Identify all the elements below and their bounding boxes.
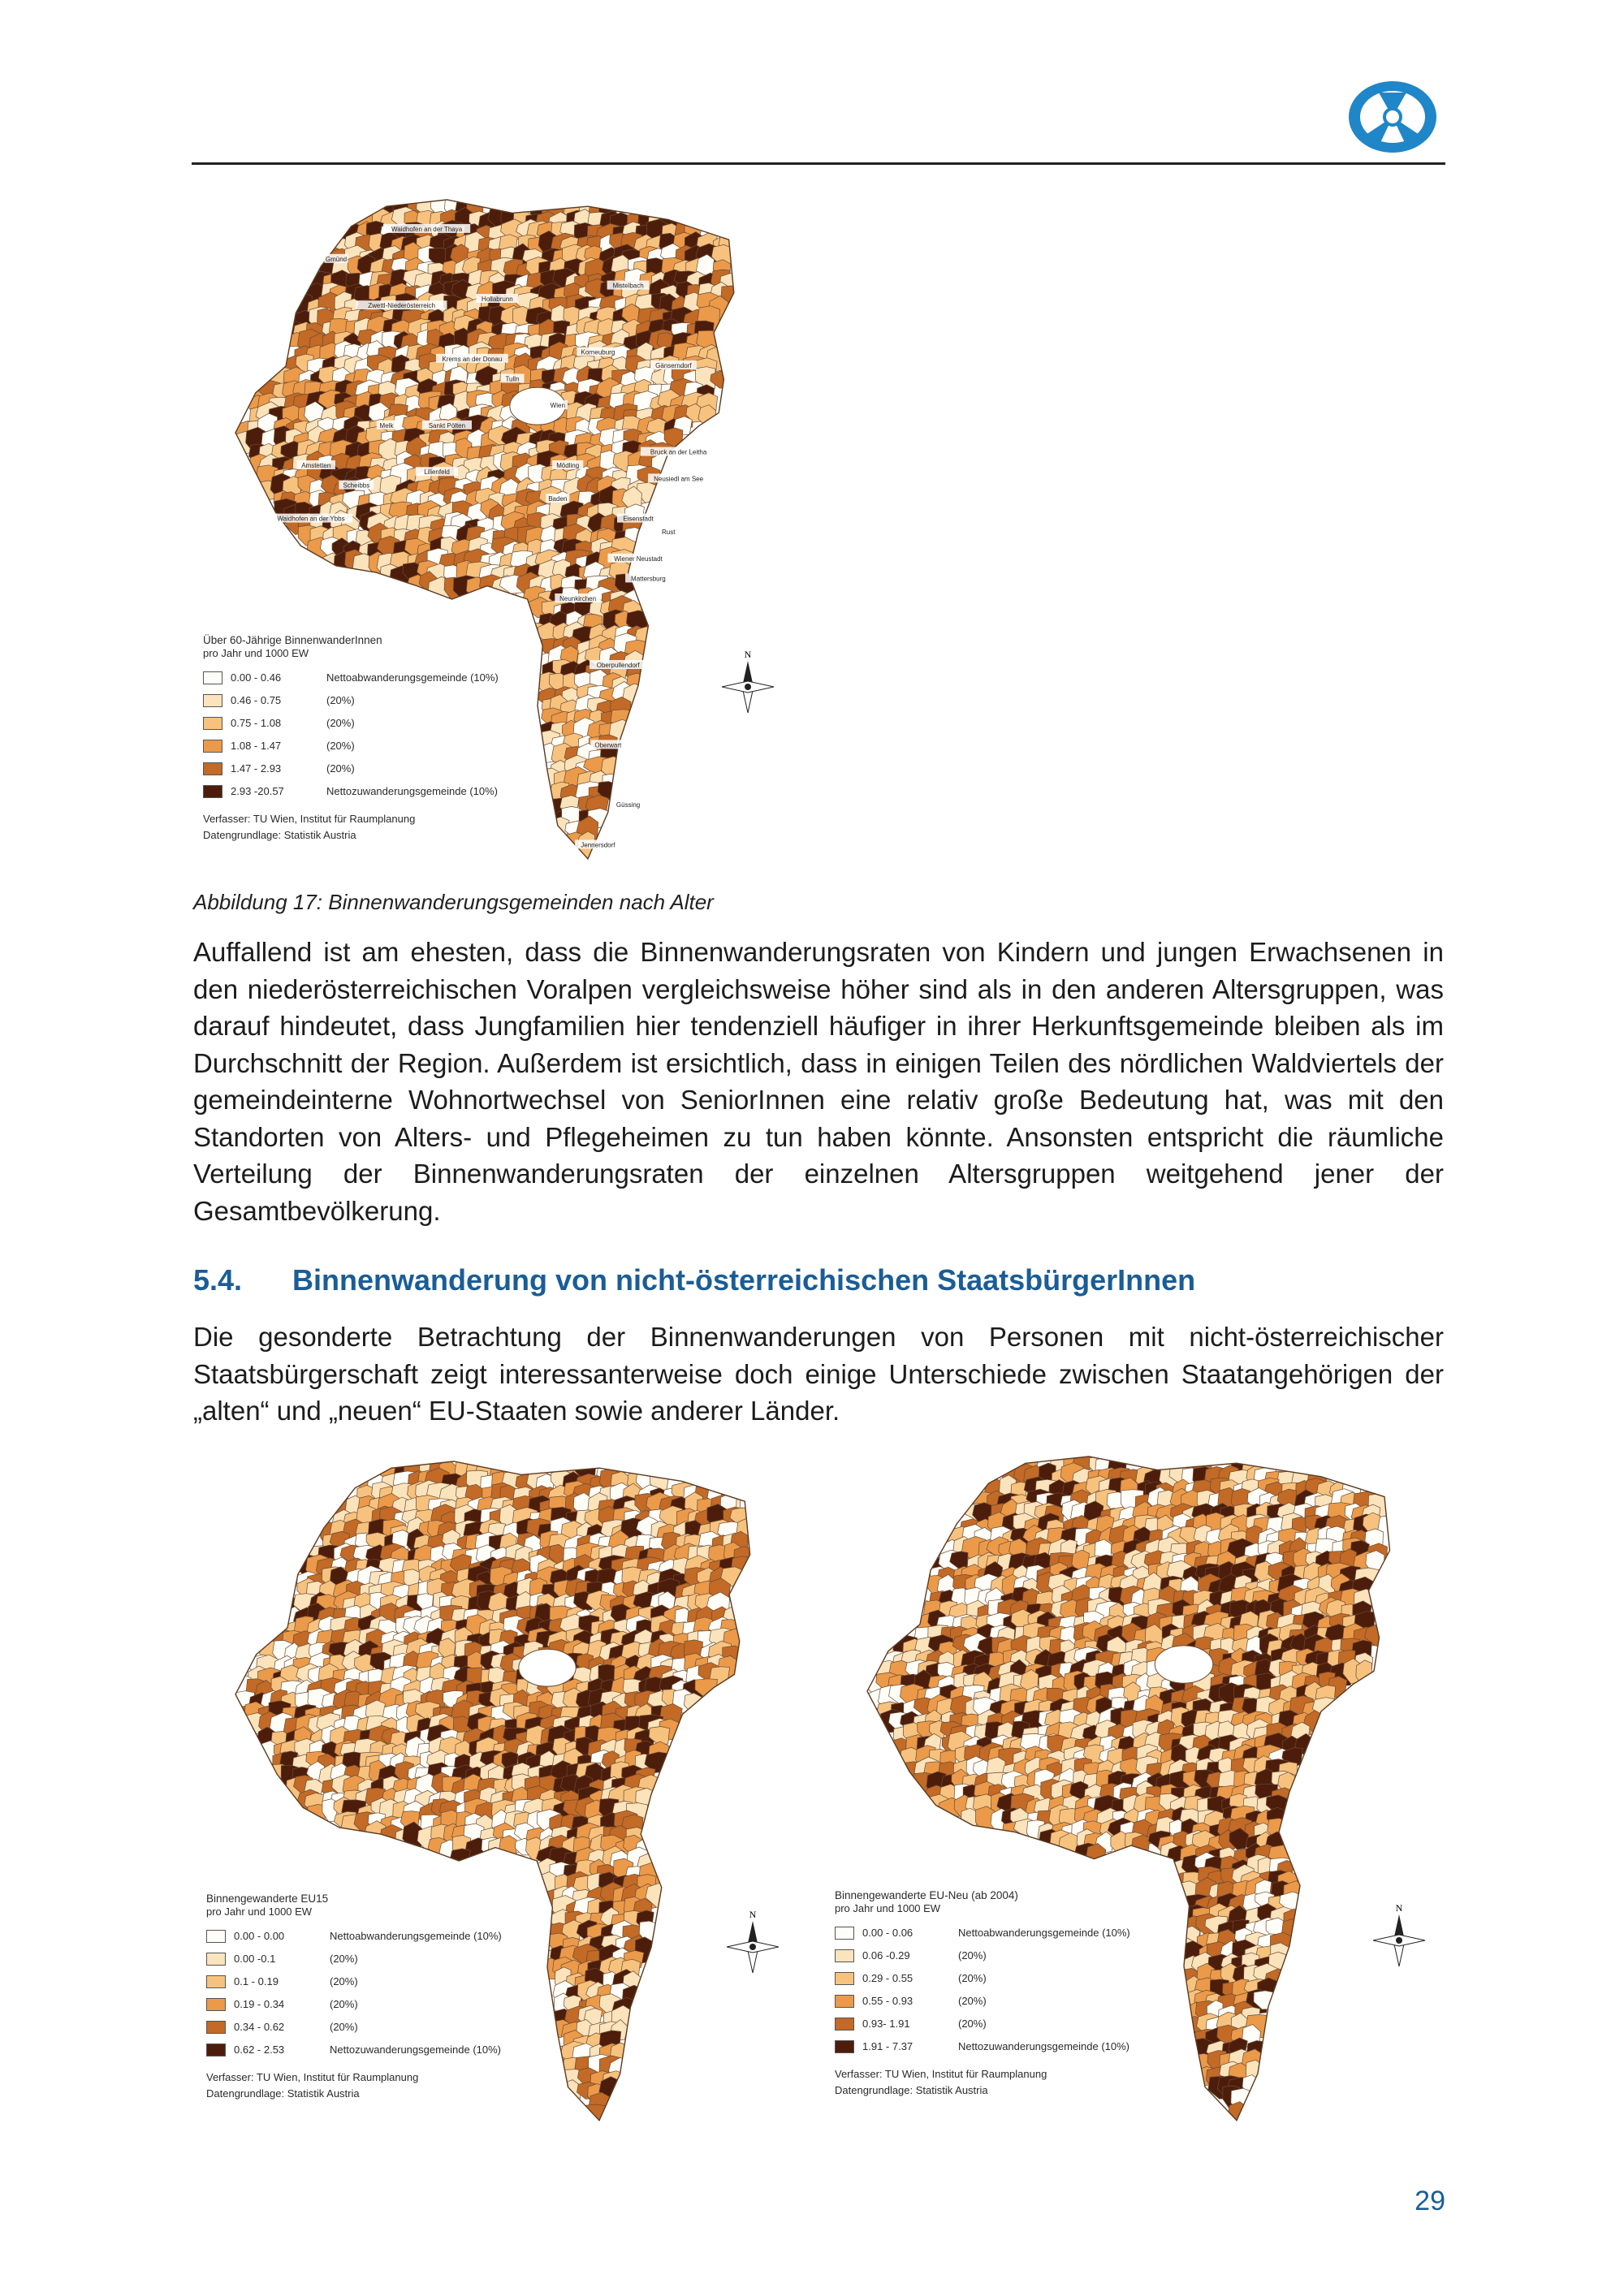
legend-row [206,1925,502,1948]
place-label: Gänserndorf [655,362,692,369]
section-heading [193,1263,1195,1297]
place-label: Rust [661,529,676,536]
legend-swatch [206,2044,226,2056]
credit-author: Verfasser: TU Wien, Institut für Raumplanung [203,812,416,825]
legend-note: (20%) [330,1998,358,2010]
legend-note: (20%) [958,2018,987,2030]
legend-range: 2.93 -20.57 [231,785,284,797]
credit-author: Verfasser: TU Wien, Institut für Raumplanung [206,2070,419,2083]
legend-row [206,1993,502,2016]
place-label: Neusiedl am See [654,475,704,483]
map-eu-neu [827,1448,1445,2132]
legend-swatch [206,1998,226,2011]
legend-row [835,1990,1130,2013]
legend-range: 0.06 -0.29 [862,1949,910,1962]
place-label: Lilienfeld [424,468,450,477]
legend-note: (20%) [326,694,355,706]
map-credit [203,811,499,844]
north-label: N [749,1910,757,1920]
north-arrow-icon [719,650,776,716]
legend-swatch [835,1995,854,2008]
place-label: Sankt Pölten [428,421,466,429]
legend-row [206,2016,502,2039]
legend-row [203,712,499,735]
place-label: Eisenstadt [623,515,654,523]
legend-swatch [203,671,222,684]
legend-swatch [206,1930,226,1943]
legend-row [203,667,499,689]
legend-swatch [203,740,222,753]
municipality-cell [499,1836,516,1858]
map-eu15 [195,1453,814,2132]
legend-range: 0.75 - 1.08 [231,717,282,729]
legend-note: Nettozuwanderungsgemeinde (10%) [326,785,499,797]
legend-note: (20%) [326,740,355,752]
body-paragraph: Auffallend ist am ehesten, dass die Binnenwanderungsraten von Kindern und jungen Erwachsenen in den niederösterreichischen Voralpen vergleichsweise höher sind als in den anderen Altersgruppen, was darauf hindeutet, dass Jungfamilien hier tendenziell häufiger in ihrer Herkunftsgemeinde bleiben als im Durchschnitt der Region. Außerdem ist ersichtlich, dass in einigen Teilen des nördlichen Waldviertels der gemeindeinterne Wohnortwechsel von SeniorInnen eine relativ große Bedeutung hat, was mit den Standorten von Alters- und Pflegeheimen zu tun haben könnte. Ansonsten entspricht die räumliche Verteilung der Binnenwanderungsraten der einzelnen Altersgruppen weitgehend jener der Gesamtbevölkerung. [193,937,1444,1226]
legend-note: (20%) [958,1972,987,1984]
legend-row [203,780,499,803]
page-number: 29 [1415,2186,1445,2216]
place-label: Amstetten [301,462,331,469]
place-label: Güssing [615,801,641,809]
credit-author: Verfasser: TU Wien, Institut für Raumplanung [835,2067,1047,2080]
legend-swatch [835,1972,854,1985]
legend-note: (20%) [330,1953,358,1965]
legend-row [203,689,499,712]
legend-range: 0.29 - 0.55 [862,1972,914,1984]
legend-note: (20%) [326,762,355,775]
legend-note: (20%) [330,1975,358,1987]
vienna-area [519,1649,576,1686]
north-label: N [744,650,752,660]
legend-range: 1.47 - 2.93 [231,762,282,775]
north-arrow-icon [1371,1903,1427,1970]
figure-caption: Abbildung 17: Binnenwanderungsgemeinden nach Alter [193,890,714,914]
place-label: Jennersdorf [581,841,615,849]
legend-row [206,1948,502,1970]
legend-row [206,2039,502,2061]
legend-range: 0.00 - 0.46 [231,671,282,684]
place-label: Bruck an der Leitha [650,448,707,456]
place-label: Tulln [505,375,520,383]
legend-row [835,1922,1130,1944]
section-title: Binnenwanderung von nicht-österreichischen StaatsbürgerInnen [292,1263,1196,1297]
place-label: Hollabrunn [482,296,513,303]
legend-note: Nettoabwanderungsgemeinde (10%) [958,1927,1130,1939]
legend-range: 0.00 -0.1 [234,1953,276,1965]
place-label: Mödling [556,462,580,469]
map-legend [206,1893,502,2102]
legend-note: Nettozuwanderungsgemeinde (10%) [958,2040,1130,2052]
legend-note: (20%) [958,1995,987,2007]
legend-range: 0.46 - 0.75 [231,694,282,706]
place-label: Zwettl-Niederösterreich [368,302,435,310]
legend-swatch [206,2021,226,2034]
north-label: N [1395,1903,1403,1914]
place-label: Baden [548,495,568,503]
legend-row [835,1967,1130,1990]
map-credit [206,2069,502,2102]
place-label: Wien [550,402,565,410]
place-label: Gmünd [325,255,348,263]
place-label: Scheibbs [343,481,370,490]
legend-row [835,2035,1130,2058]
legend-range: 0.1 - 0.19 [234,1975,279,1987]
place-label: Waidhofen an der Ybbs [277,515,345,523]
body-paragraph: Die gesonderte Betrachtung der Binnenwanderungen von Personen mit nicht-österreichischer Staatsbürgerschaft zeigt interessanterweise doch einige Unterschiede zwischen Staatangehörigen der „alten“ und „neuen“ EU-Staaten sowie anderer Länder. [193,1322,1444,1426]
legend-note: (20%) [330,2021,358,2033]
legend-note: (20%) [326,717,355,729]
place-label: Wiener Neustadt [614,555,663,563]
legend-title: Binnengewanderte EU15 [206,1892,329,1905]
legend-range: 0.19 - 0.34 [234,1998,285,2010]
legend-row [835,2013,1130,2035]
place-label: Waidhofen an der Thaya [391,225,463,233]
legend-swatch [203,785,222,798]
legend-row [203,735,499,757]
legend-swatch [203,762,222,775]
legend-range: 0.55 - 0.93 [862,1995,914,2007]
credit-data: Datengrundlage: Statistik Austria [835,2083,988,2096]
legend-title: Binnengewanderte EU-Neu (ab 2004) [835,1889,1018,1901]
legend-swatch [835,2040,854,2053]
credit-data: Datengrundlage: Statistik Austria [203,828,356,841]
legend-range: 1.91 - 7.37 [862,2040,914,2052]
tu-wien-logo-icon [1346,78,1439,156]
legend-range: 0.00 - 0.00 [234,1930,285,1942]
legend-range: 0.93- 1.91 [862,2018,910,2030]
legend-range: 0.00 - 0.06 [862,1927,914,1939]
map-over-60 [203,192,804,867]
legend-title: Über 60-Jährige BinnenwanderInnen [203,634,382,646]
legend-subtitle: pro Jahr und 1000 EW [835,1901,941,1914]
legend-row [835,1944,1130,1967]
header-rule [192,162,1445,165]
place-label: Krems an der Donau [442,355,503,363]
place-label: Oberpullendorf [596,662,640,669]
legend-swatch [206,1953,226,1966]
legend-range: 0.62 - 2.53 [234,2044,285,2056]
legend-note: Nettozuwanderungsgemeinde (10%) [330,2044,502,2056]
legend-swatch [835,1949,854,1962]
legend-subtitle: pro Jahr und 1000 EW [206,1905,313,1918]
vienna-area [1155,1646,1213,1683]
legend-swatch [206,1975,226,1988]
place-label: Melk [379,421,394,429]
legend-subtitle: pro Jahr und 1000 EW [203,646,309,659]
map-credit [835,2066,1130,2099]
legend-swatch [835,1927,854,1940]
legend-row [206,1970,502,1993]
legend-row [203,757,499,780]
north-arrow-icon [724,1910,781,1976]
place-label: Oberwart [594,741,622,749]
place-label: Neunkirchen [559,595,597,602]
place-label: Korneuburg [581,348,615,356]
legend-swatch [835,2018,854,2031]
legend-swatch [203,694,222,707]
legend-range: 1.08 - 1.47 [231,740,282,752]
credit-data: Datengrundlage: Statistik Austria [206,2087,360,2100]
place-label: Mattersburg [631,575,666,583]
legend-note: Nettoabwanderungsgemeinde (10%) [326,671,499,684]
legend-range: 0.34 - 0.62 [234,2021,285,2033]
legend-swatch [203,717,222,730]
place-label: Mistelbach [612,282,644,290]
map-legend [203,635,499,844]
legend-note: Nettoabwanderungsgemeinde (10%) [330,1930,502,1942]
map-legend [835,1890,1130,2099]
legend-note: (20%) [958,1949,987,1962]
section-number: 5.4. [193,1263,243,1297]
